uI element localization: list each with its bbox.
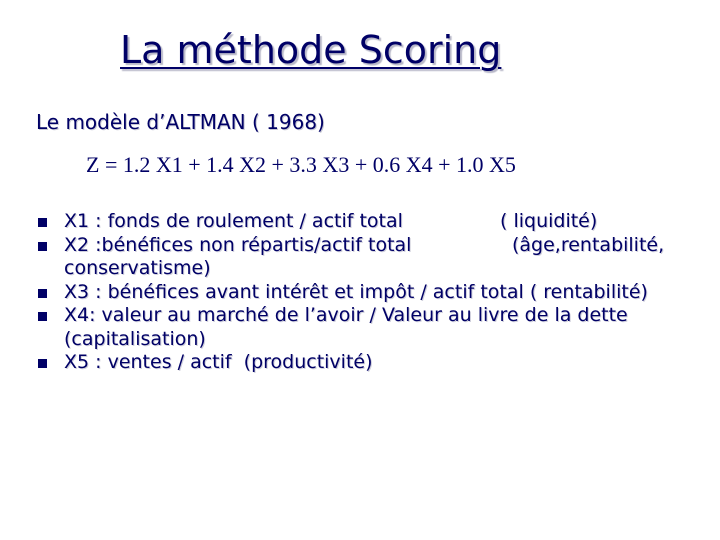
item-text: X2 :bénéfices non répartis/actif total	[64, 233, 412, 256]
square-bullet-icon	[38, 289, 47, 298]
item-text: X4: valeur au marché de l’avoir / Valeur au livre de la dette (capitalisation)	[64, 304, 628, 350]
square-bullet-icon	[38, 242, 47, 251]
model-subtitle: Le modèle d’ALTMAN ( 1968)	[36, 110, 325, 134]
square-bullet-icon	[38, 312, 47, 321]
list-item-x1	[36, 210, 720, 234]
item-text: X3 : bénéfices avant intérêt et impôt / actif total ( rentabilité)	[64, 280, 648, 303]
slide-title: La méthode Scoring	[120, 28, 502, 72]
variable-list	[36, 210, 720, 375]
list-item-x3	[36, 281, 720, 305]
list-item-x2	[36, 234, 720, 281]
item-text: X5 : ventes / actif (productivité)	[64, 351, 373, 373]
item-text: X1 : fonds de roulement / actif total	[64, 210, 403, 232]
altman-formula: Z = 1.2 X1 + 1.4 X2 + 3.3 X3 + 0.6 X4 + 1.0 X5	[86, 152, 516, 177]
item-note: ( liquidité)	[500, 210, 598, 232]
square-bullet-icon	[38, 218, 47, 227]
item-note: (âge,rentabilité, conservatisme)	[64, 233, 665, 279]
square-bullet-icon	[38, 359, 47, 368]
list-item-x5	[36, 351, 720, 375]
list-item-x4	[36, 304, 720, 351]
